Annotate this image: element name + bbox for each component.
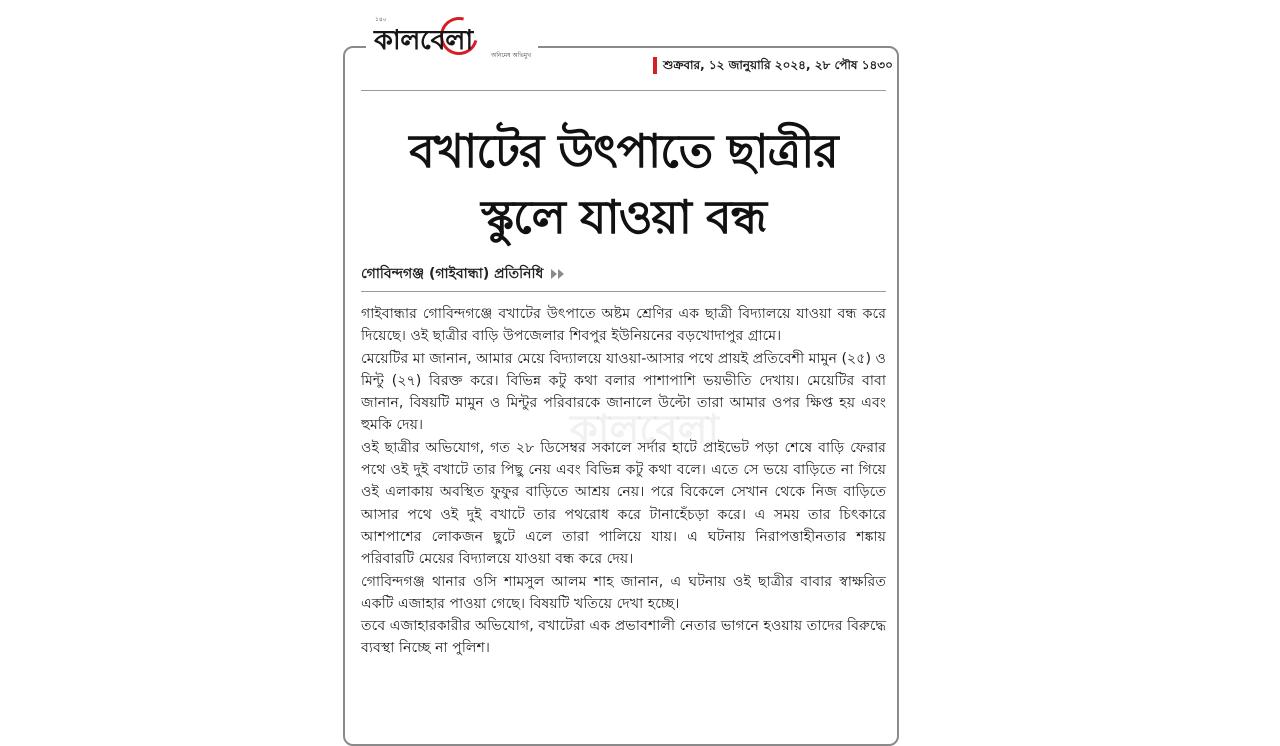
paragraph: মেয়েটির মা জানান, আমার মেয়ে বিদ্যালয়ে যাওয়া-আসার পথে প্রায়ই প্রতিবেশী মামুন (২৫) ও মিন্টু (২৭) বিরক্ত করে। বিভিন্ন কটু কথা বলার পাশাপাশি ভয়ভীতি দেখায়। মেয়েটির বাবা জানান, বিষয়টি মামুন ও মিন্টুর পরিবারকে জানালে উল্টো তারা আমার ওপর ক্ষিপ্ত হয় এবং হুমকি দেয়। xyxy=(361,350,886,434)
headline-line-1: বখাটের উৎপাতে ছাত্রীর xyxy=(409,124,838,178)
byline xyxy=(361,262,565,286)
masthead-small-text: ১৪০ xyxy=(375,16,387,23)
byline-text: গোবিন্দগঞ্জ (গাইবান্ধা) প্রতিনিধি xyxy=(361,266,544,282)
date-line: শুক্রবার, ১২ জানুয়ারি ২০২৪, ২৮ পৌষ ১৪৩০ xyxy=(653,57,889,74)
headline-line-2: স্কুলে যাওয়া বন্ধ xyxy=(480,190,767,244)
paragraph: তবে এজাহারকারীর অভিযোগ, বখাটেরা এক প্রভাবশালী নেতার ভাগনে হওয়ায় তাদের বিরুদ্ধে ব্যবস্থা নিচ্ছে না পুলিশ। xyxy=(361,618,886,657)
article-body xyxy=(361,303,886,660)
byline-divider xyxy=(361,291,886,292)
masthead-logo xyxy=(366,12,538,58)
paragraph: গাইবান্ধার গোবিন্দগঞ্জে বখাটের উৎপাতে অষ্টম শ্রেণির এক ছাত্রী বিদ্যালয়ে যাওয়া বন্ধ করে দিয়েছে। ওই ছাত্রীর বাড়ি উপজেলার শিবপুর ইউনিয়নের বড়খোদাপুর গ্রামে। xyxy=(361,306,886,345)
masthead-tagline: অনিমেষ অভিমুখ xyxy=(491,52,532,59)
double-arrow-icon xyxy=(551,269,565,279)
top-divider xyxy=(361,90,886,91)
paragraph: গোবিন্দগঞ্জ থানার ওসি শামসুল আলম শাহ জানান, এ ঘটনায় ওই ছাত্রীর বাবার স্বাক্ষরিত একটি এজাহার পাওয়া গেছে। বিষয়টি খতিয়ে দেখা হচ্ছে। xyxy=(361,573,886,612)
paragraph: ওই ছাত্রীর অভিযোগ, গত ২৮ ডিসেম্বর সকালে সর্দার হাটে প্রাইভেট পড়া শেষে বাড়ি ফেরার পথে ওই দুই বখাটে তার পিছু নেয় এবং বিভিন্ন কটু কথা বলে। এতে সে ভয়ে বাড়িতে না গিয়ে ওই এলাকায় অবস্থিত ফুফুর বাড়িতে আশ্রয় নেয়। পরে বিকেলে সেখান থেকে নিজ বাড়িতে আসার পথে ওই দুই বখাটে তার পথরোধ করে টানাহেঁচড়া করে। এ সময় তার চিৎকারে আশপাশের লোকজন ছুটে এলে তারা পালিয়ে যায়। এ ঘটনায় নিরাপত্তাহীনতার শঙ্কায় পরিবারটি মেয়ের বিদ্যালয়ে যাওয়া বন্ধ করে দেয়। xyxy=(361,439,886,568)
masthead-name: কালবেলা xyxy=(374,25,473,56)
headline xyxy=(361,118,886,250)
